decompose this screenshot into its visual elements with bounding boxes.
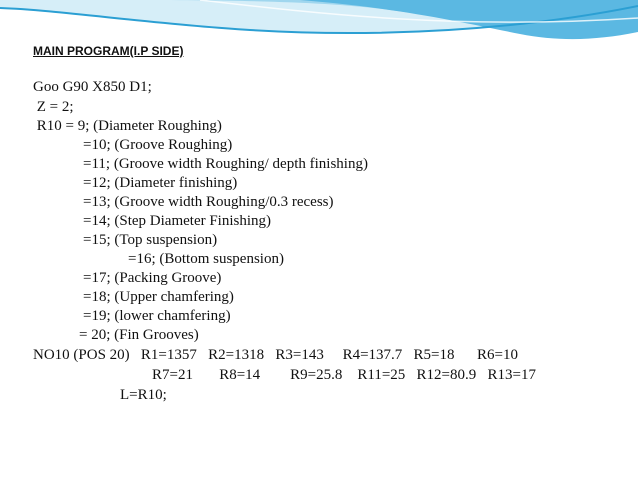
code-line-15: NO10 (POS 20) R1=1357 R2=1318 R3=143 R4=137.7 R5=18 R6=10 [33, 347, 518, 363]
code-line-3: R10 = 9; (Diameter Roughing) [33, 118, 222, 134]
code-line-14: = 20; (Fin Grooves) [79, 327, 199, 343]
code-line-5: =11; (Groove width Roughing/ depth finishing) [83, 156, 368, 172]
code-line-6: =12; (Diameter finishing) [83, 175, 238, 191]
code-line-9: =15; (Top suspension) [83, 232, 218, 248]
code-line-4: =10; (Groove Roughing) [83, 137, 233, 153]
code-line-2: Z = 2; [33, 99, 74, 115]
code-line-1: Goo G90 X850 D1; [33, 79, 152, 95]
code-line-8: =14; (Step Diameter Finishing) [83, 213, 272, 229]
code-line-11: =17; (Packing Groove) [83, 270, 222, 286]
code-line-12: =18; (Upper chamfering) [83, 289, 234, 305]
code-line-17: L=R10; [120, 387, 167, 403]
code-line-7: =13; (Groove width Roughing/0.3 recess) [83, 194, 334, 210]
code-line-10: =16; (Bottom suspension) [128, 251, 284, 267]
page-heading: MAIN PROGRAM(I.P SIDE) [33, 44, 184, 58]
code-line-13: =19; (lower chamfering) [83, 308, 231, 324]
code-line-16: R7=21 R8=14 R9=25.8 R11=25 R12=80.9 R13=17 [152, 367, 536, 383]
